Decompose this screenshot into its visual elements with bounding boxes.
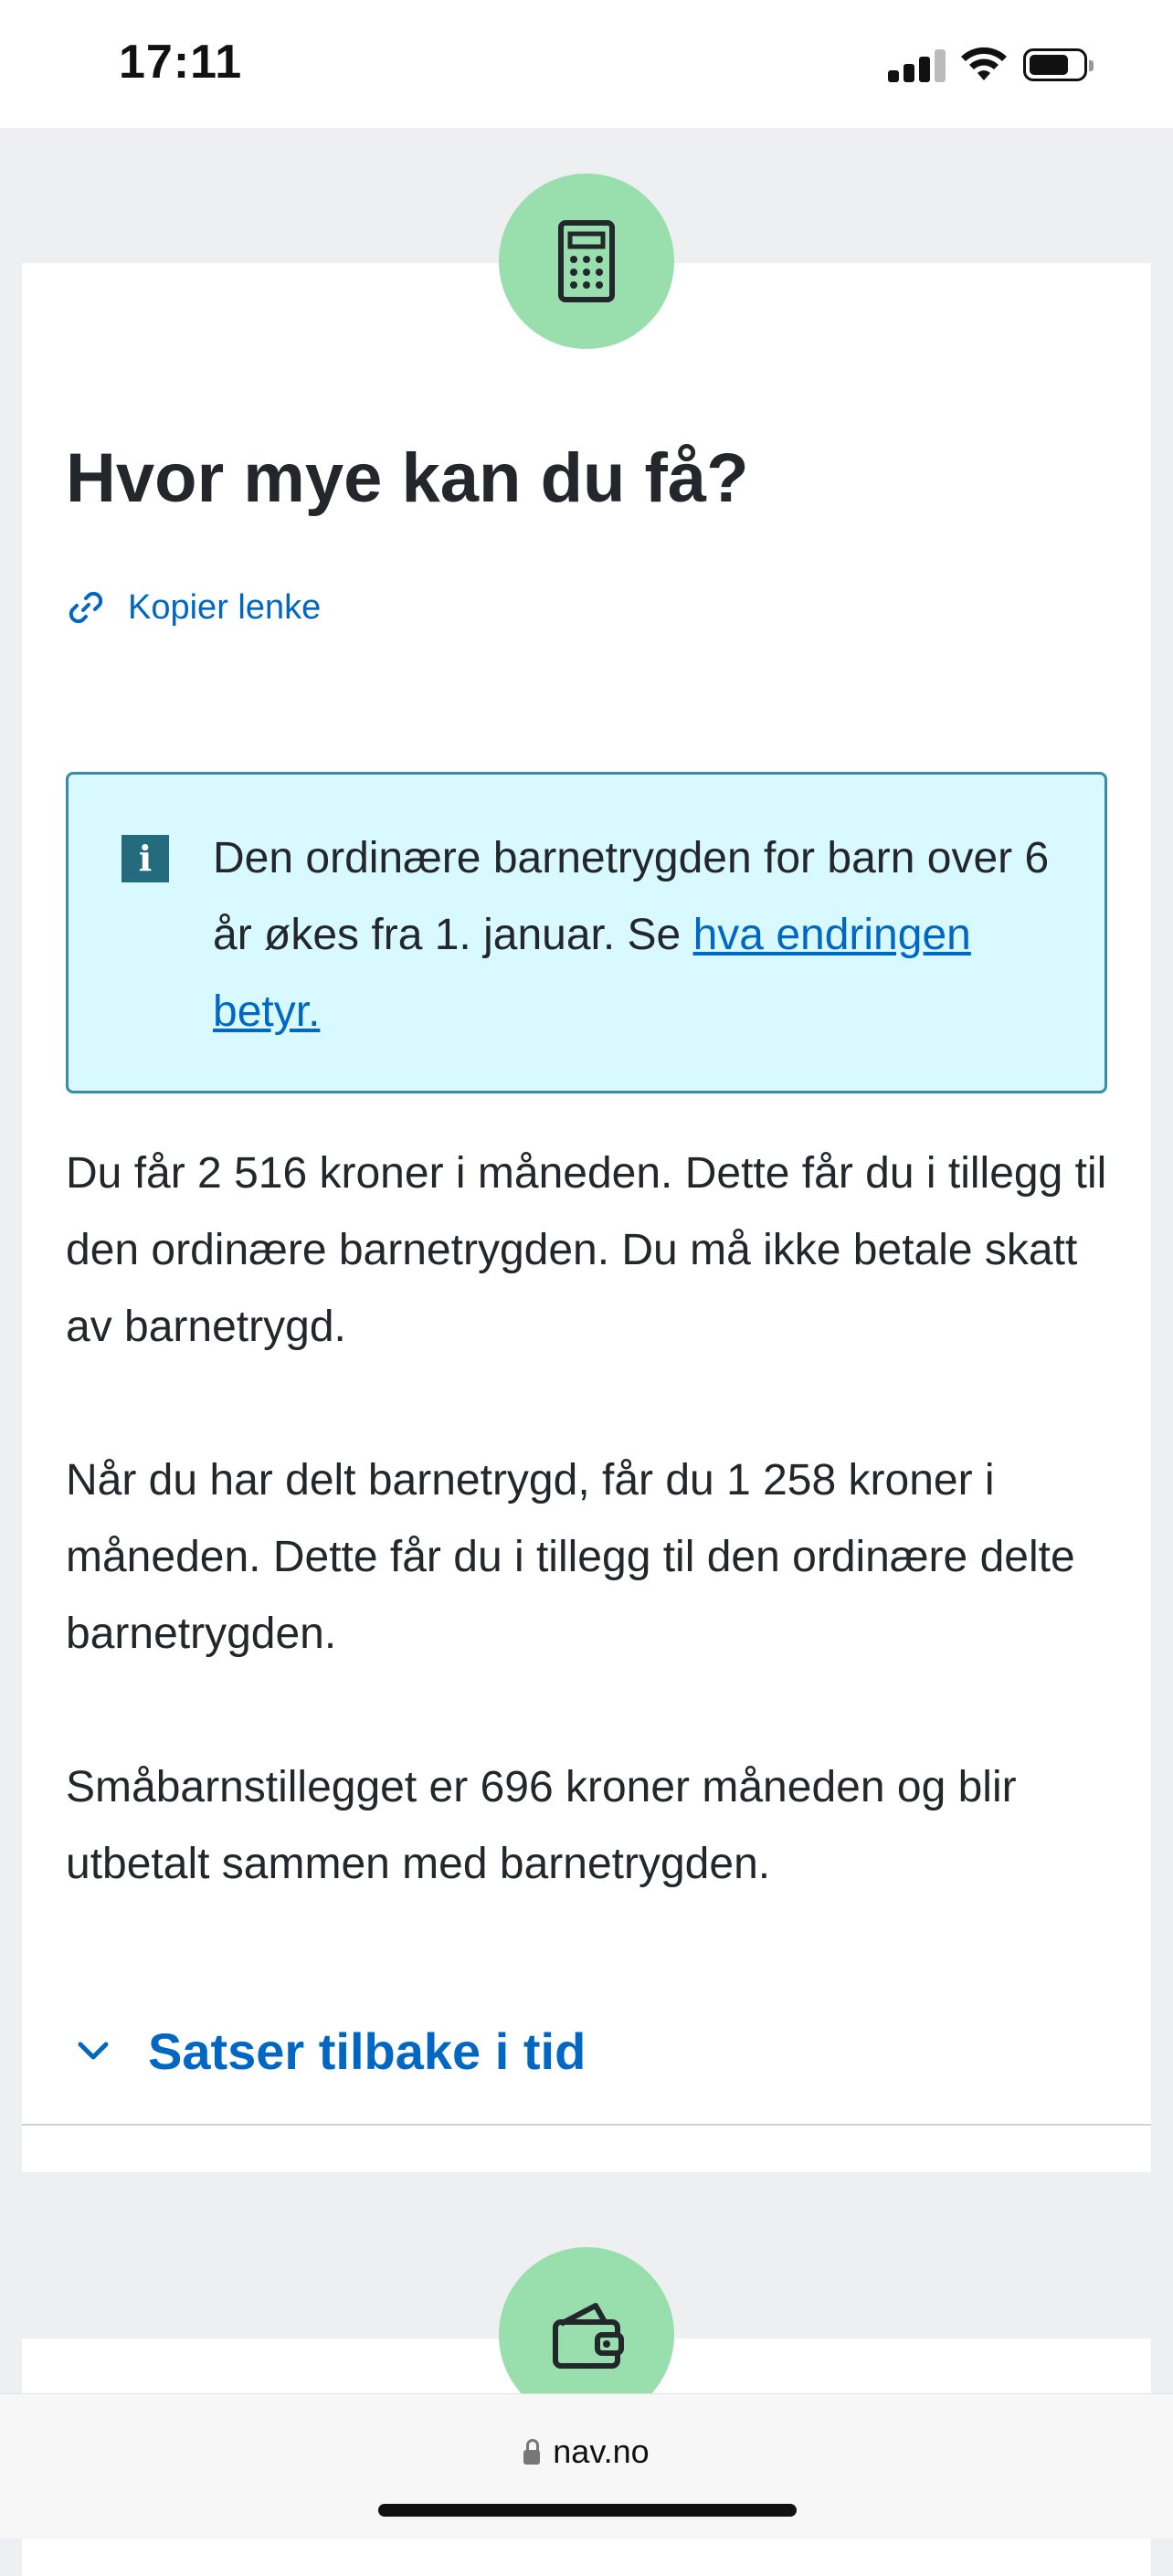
wallet-icon (541, 2289, 632, 2381)
address-bar[interactable] (0, 2433, 1173, 2471)
info-icon: i (122, 835, 169, 882)
rates-history-expander[interactable] (66, 2010, 586, 2092)
rate-paragraph-shared: Når du har delt barnetrygd, får du 1 258 kroner i måneden. Dette får du i tillegg til den ordinære delte barnetrygden. (66, 1456, 1075, 1658)
battery-icon (1023, 48, 1087, 81)
calculator-icon-badge (499, 174, 674, 349)
rate-paragraph-monthly: Du får 2 516 kroner i måneden. Dette får du i tillegg til den ordinære barnetrygden. Du må ikke betale skatt av barnetrygd. (66, 1149, 1107, 1351)
calculator-icon (541, 216, 632, 307)
status-time: 17:11 (119, 36, 243, 89)
wifi-icon (959, 44, 1009, 84)
lock-icon (523, 2450, 540, 2465)
alert-message: Den ordinære barnetrygden for barn over 6 år økes fra 1. januar. Se (213, 834, 1050, 959)
alert-text (213, 820, 1081, 1050)
browser-bar (0, 2393, 1173, 2539)
expander-label: Satser tilbake i tid (148, 2022, 586, 2080)
section-title: Hvor mye kan du få? (66, 439, 749, 517)
chevron-down-icon (75, 2032, 111, 2069)
cellular-signal-icon (888, 49, 945, 82)
home-indicator[interactable] (378, 2504, 797, 2517)
link-icon (66, 587, 106, 628)
copy-link-label: Kopier lenke (128, 587, 322, 627)
info-alert (66, 772, 1107, 1093)
url-text: nav.no (553, 2433, 650, 2470)
rate-paragraph-toddler-supplement: Småbarnstillegget er 696 kroner måneden og blir utbetalt sammen med barnetrygden. (66, 1763, 1017, 1888)
divider (22, 2124, 1151, 2126)
alert-link[interactable]: hva endringen betyr. (213, 911, 971, 1036)
status-bar (0, 0, 1173, 128)
copy-link-button[interactable] (66, 585, 321, 630)
